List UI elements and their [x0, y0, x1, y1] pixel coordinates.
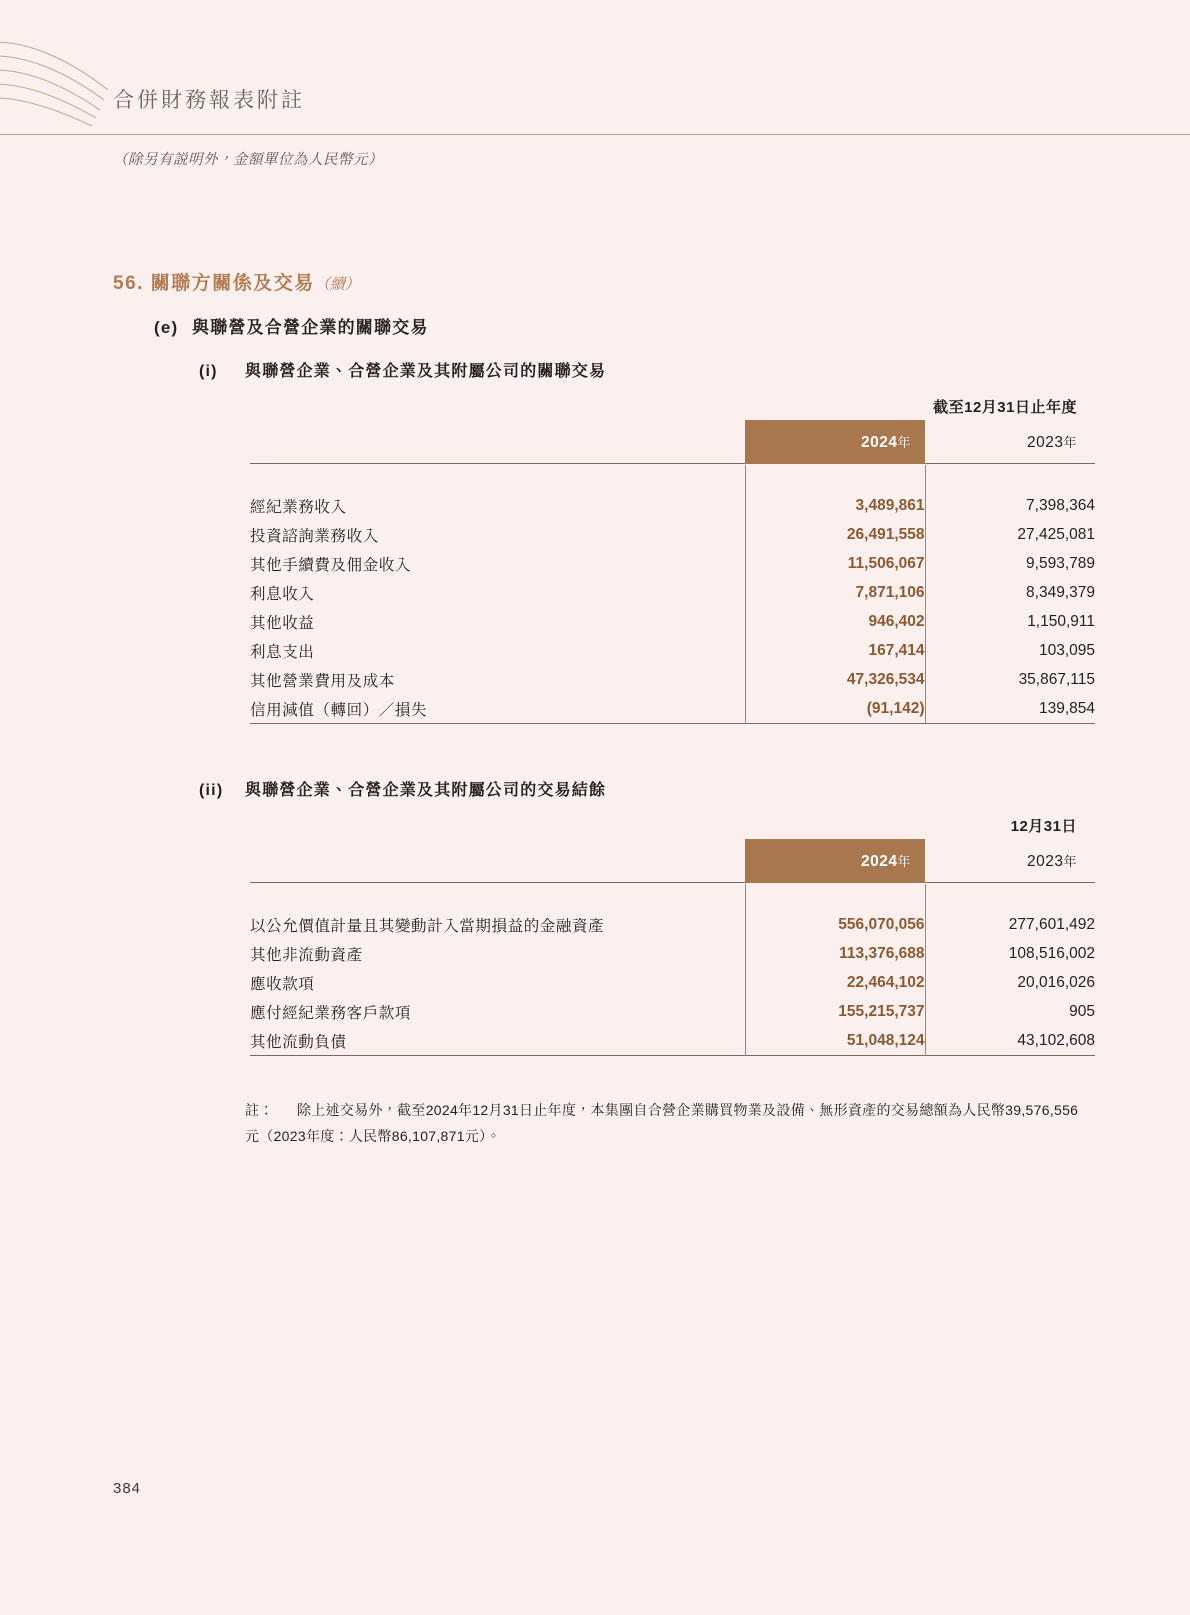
table-row	[250, 997, 1095, 1026]
row-value-2024: 47,326,534	[745, 665, 925, 694]
table-i-spacer	[250, 465, 1095, 491]
row-value-2023: 8,349,379	[1026, 583, 1095, 601]
row-value-2023: 1,150,911	[1027, 612, 1095, 630]
row-label: 其他收益	[250, 614, 315, 632]
table-row	[250, 665, 1095, 694]
page-header	[0, 0, 1190, 136]
row-value-2023: 7,398,364	[1026, 496, 1095, 514]
related-party-balances-table	[250, 815, 1095, 1057]
subsection-i-heading	[199, 358, 606, 381]
header-divider	[0, 134, 1190, 135]
subsection-ii-heading	[199, 777, 606, 800]
table-ii-blank-header	[250, 839, 745, 883]
table-i-header-2023-year: 2023	[1027, 433, 1064, 451]
table-row	[250, 578, 1095, 607]
table-row	[250, 1026, 1095, 1056]
row-value-2023: 35,867,115	[1018, 670, 1095, 688]
row-label: 其他非流動資產	[250, 946, 363, 964]
table-i-period-label: 截至12月31日止年度	[933, 399, 1077, 416]
row-label: 應付經紀業務客戶款項	[250, 1004, 412, 1022]
row-value-2023: 103,095	[1038, 641, 1095, 659]
row-label: 其他手續費及佣金收入	[250, 556, 412, 574]
table-i-header-2023-suffix: 年	[1063, 434, 1077, 450]
header-title: 合併財務報表附註	[113, 88, 305, 112]
table-i-header-2024-suffix: 年	[897, 434, 911, 450]
subsection-i-label: (i)	[199, 363, 218, 380]
row-value-2023: 27,425,081	[1017, 525, 1095, 543]
table-row	[250, 939, 1095, 968]
table-row	[250, 549, 1095, 578]
subsection-e-label: (e)	[154, 318, 179, 337]
row-label: 以公允價值計量且其變動計入當期損益的金融資產	[250, 917, 605, 935]
table-row	[250, 968, 1095, 997]
table-ii-header-2023	[925, 839, 1095, 883]
table-i-header-2024	[745, 420, 925, 464]
decorative-swoosh-icon	[0, 38, 110, 128]
row-value-2024: 167,414	[745, 636, 925, 665]
row-value-2024: 51,048,124	[745, 1026, 925, 1056]
row-label: 投資諮詢業務收入	[250, 527, 379, 545]
row-value-2024: 7,871,106	[745, 578, 925, 607]
table-i-header-2024-year: 2024	[861, 433, 898, 451]
row-value-2023: 139,854	[1038, 699, 1095, 717]
section-continued: （續）	[314, 276, 360, 293]
table-row	[250, 694, 1095, 724]
table-ii-period-label: 12月31日	[1010, 818, 1077, 835]
section-number: 56.	[113, 273, 144, 294]
row-label: 利息收入	[250, 585, 315, 603]
row-value-2023: 43,102,608	[1017, 1031, 1095, 1049]
table-ii	[250, 839, 1095, 1057]
row-value-2023: 108,516,002	[1008, 944, 1095, 962]
table-ii-bottom-rule	[250, 1056, 1095, 1058]
row-value-2024: 22,464,102	[745, 968, 925, 997]
subsection-i-title: 與聯營企業、合營企業及其附屬公司的關聯交易	[245, 363, 607, 380]
table-row	[250, 607, 1095, 636]
row-value-2024: 3,489,861	[745, 491, 925, 520]
table-i-bottom-rule	[250, 724, 1095, 726]
unit-note: （除另有説明外，金額單位為人民幣元）	[113, 152, 383, 168]
row-value-2024: 113,376,688	[745, 939, 925, 968]
row-label: 應收款項	[250, 975, 315, 993]
table-ii-header-2023-suffix: 年	[1063, 853, 1077, 869]
table-row	[250, 520, 1095, 549]
table-ii-header-2023-year: 2023	[1027, 852, 1064, 870]
row-value-2024: 946,402	[745, 607, 925, 636]
related-party-transactions-table	[250, 396, 1095, 725]
table-row	[250, 910, 1095, 939]
footnote-text: 除上述交易外，截至2024年12月31日止年度，本集團自合營企業購買物業及設備、無形資產的交易總額為人民幣39,576,556元（2023年度：人民幣86,107,871元）。	[245, 1102, 1079, 1144]
table-ii-header-2024	[745, 839, 925, 883]
page-number: 384	[113, 1480, 142, 1497]
subsection-ii-label: (ii)	[199, 782, 224, 799]
subsection-e-title: 與聯營及合營企業的關聯交易	[192, 318, 429, 337]
row-label: 利息支出	[250, 643, 315, 661]
section-title: 關聯方關係及交易	[150, 273, 315, 294]
row-value-2024: (91,142)	[745, 694, 925, 724]
table-i-header-2023	[925, 420, 1095, 464]
table-ii-header-2024-suffix: 年	[897, 853, 911, 869]
row-value-2024: 155,215,737	[745, 997, 925, 1026]
row-label: 經紀業務收入	[250, 498, 347, 516]
table-row	[250, 636, 1095, 665]
row-label: 其他流動負債	[250, 1033, 347, 1051]
row-value-2023: 905	[1069, 1002, 1095, 1020]
subsection-e-heading	[154, 313, 429, 338]
table-ii-spacer	[250, 884, 1095, 910]
table-row	[250, 491, 1095, 520]
footnote-tag: 註：	[245, 1102, 274, 1118]
row-value-2024: 26,491,558	[745, 520, 925, 549]
row-value-2023: 9,593,789	[1026, 554, 1095, 572]
row-value-2024: 556,070,056	[745, 910, 925, 939]
row-value-2024: 11,506,067	[745, 549, 925, 578]
row-value-2023: 20,016,026	[1017, 973, 1095, 991]
table-ii-header-2024-year: 2024	[861, 852, 898, 870]
section-heading	[113, 268, 360, 295]
row-value-2023: 277,601,492	[1008, 915, 1095, 933]
table-i-blank-header	[250, 420, 745, 464]
row-label: 其他營業費用及成本	[250, 672, 395, 690]
table-i	[250, 420, 1095, 725]
footnote	[245, 1098, 1090, 1150]
row-label: 信用減值（轉回）／損失	[250, 701, 428, 719]
subsection-ii-title: 與聯營企業、合營企業及其附屬公司的交易結餘	[245, 782, 607, 799]
